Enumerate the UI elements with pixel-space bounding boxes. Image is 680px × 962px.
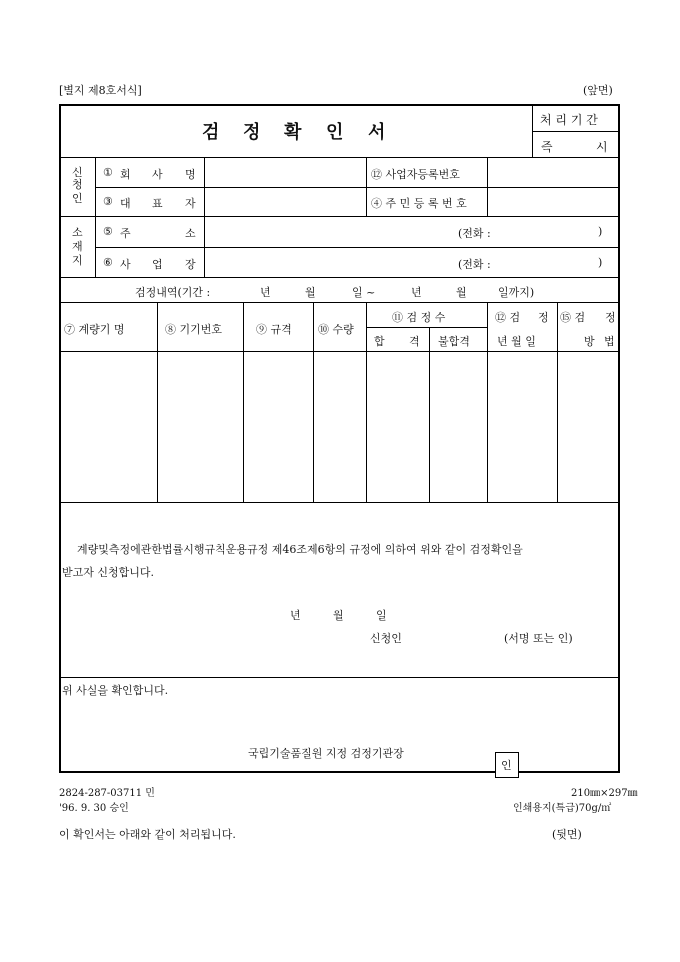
seal-label: 인 [501, 759, 512, 772]
company-label-char: 회 [120, 168, 131, 181]
confirmation-text: 위 사실을 확인합니다. [62, 684, 169, 697]
approval-date: '96. 9. 30 승인 [59, 803, 129, 814]
col-header-device-number: ⑧ 기기번호 [165, 323, 223, 336]
location-group-char: 지 [72, 254, 83, 267]
col-header-date-label: ⑫ 검 [495, 311, 521, 324]
worksite-label-char: ⑥ [103, 256, 113, 269]
statement-line: 계량및측정에관한법률시행규칙운용규정 제46조제6항의 규정에 의하여 위와 같이 검정확인을 [77, 543, 523, 556]
rep-label-char: 표 [152, 197, 163, 210]
row-line [95, 247, 619, 248]
period-year2: 년 [411, 286, 422, 299]
authority-label: 국립기술품질원 지정 검정기관장 [248, 747, 404, 760]
resident-reg-label: ④ 주 민 등 록 번 호 [371, 197, 467, 210]
worksite-label-char: 장 [185, 258, 196, 271]
applicant-sign-label: 신청인 [370, 632, 402, 645]
col-line [487, 302, 488, 502]
rep-label-char: ③ [103, 195, 113, 208]
col-line [366, 157, 367, 216]
address-phone-close: ) [598, 225, 603, 238]
row-line [59, 157, 619, 158]
col-line [95, 157, 96, 277]
row-line [59, 677, 619, 678]
col-line [313, 302, 314, 502]
statement-line: 받고자 신청합니다. [62, 566, 155, 579]
title-char: 서 [368, 122, 388, 143]
statement-date-day: 일 [376, 609, 387, 622]
applicant-group-char: 청 [72, 178, 83, 191]
col-line [204, 157, 205, 277]
form-label: [별지 제8호서식] [59, 84, 142, 97]
address-label-char: ⑤ [103, 225, 113, 238]
row-line [95, 187, 619, 188]
frame-left [59, 104, 61, 773]
row-line [59, 502, 619, 503]
processing-note: 이 확인서는 아래와 같이 처리됩니다. [59, 828, 236, 841]
seal-box [495, 752, 519, 778]
row-line [59, 277, 619, 278]
statement-date-year: 년 [290, 609, 301, 622]
col-header-method-label: ⑮ 검 [560, 311, 586, 324]
address-label-char: 주 [120, 227, 131, 240]
back-side-label: (뒷면) [552, 828, 582, 841]
frame-right [618, 104, 620, 773]
rep-label-char: 자 [185, 197, 196, 210]
col-line [366, 302, 367, 502]
rep-label-char: 대 [120, 197, 131, 210]
period-year: 년 [260, 286, 271, 299]
paper-size: 210㎜×297㎜ [571, 788, 638, 799]
col-line [557, 302, 558, 502]
period-month2: 월 [456, 286, 467, 299]
address-label-char: 소 [185, 227, 196, 240]
col-header-pass-char: 격 [409, 335, 420, 348]
col-header-spec: ⑨ 규격 [256, 323, 292, 336]
col-header-quantity: ⑩ 수량 [318, 323, 354, 336]
period-month: 월 [305, 286, 316, 299]
col-header-fail: 불합격 [438, 335, 470, 348]
frame-bottom [59, 771, 620, 773]
form-code: 2824-287-03711 민 [59, 788, 155, 799]
address-phone-label: (전화 : [458, 227, 491, 240]
col-header-pass-char: 합 [374, 335, 385, 348]
statement-date-month: 월 [333, 609, 344, 622]
col-header-date-label: 정 [538, 311, 549, 324]
col-header-method-sub: 법 [604, 335, 615, 348]
location-group-char: 재 [72, 240, 83, 253]
applicant-group-char: 신 [72, 166, 83, 179]
row-line [366, 327, 487, 328]
title-char: 확 [284, 122, 304, 143]
title-char: 정 [243, 122, 263, 143]
col-line [157, 302, 158, 502]
title-char: 인 [326, 122, 346, 143]
company-label-char: 명 [185, 168, 196, 181]
period-day: 일 ~ [352, 286, 376, 299]
worksite-phone-close: ) [598, 256, 603, 269]
period-until: 일까지) [498, 286, 535, 299]
col-header-method-label: 정 [605, 311, 616, 324]
row-line [59, 216, 619, 217]
company-label-char: ① [103, 166, 113, 179]
biz-reg-label: ⑫ 사업자등록번호 [371, 168, 460, 181]
col-header-date-sub: 년 월 일 [497, 335, 536, 348]
row-line [59, 302, 619, 303]
col-line [429, 327, 430, 502]
title-char: 검 [202, 122, 222, 143]
col-header-inspection-count: ⑪ 검 정 수 [392, 311, 446, 324]
processing-value: 즉 [541, 140, 553, 154]
paper-type: 인쇄용지(특급)70g/㎡ [513, 803, 612, 814]
page-side-label: (앞면) [583, 84, 613, 97]
sign-or-seal-label: (서명 또는 인) [504, 632, 573, 645]
processing-mid [532, 131, 619, 132]
frame-top [59, 104, 620, 106]
col-header-instrument-name: ⑦ 계량기 명 [64, 323, 125, 336]
col-line [243, 302, 244, 502]
applicant-group-char: 인 [72, 192, 83, 205]
company-label-char: 사 [152, 168, 163, 181]
processing-value: 시 [596, 140, 608, 154]
worksite-label-char: 사 [120, 258, 131, 271]
row-line [59, 351, 619, 352]
processing-period-label: 처 리 기 간 [540, 113, 598, 127]
worksite-phone-label: (전화 : [458, 258, 491, 271]
col-line [487, 157, 488, 216]
col-header-method-sub: 방 [584, 335, 595, 348]
location-group-char: 소 [72, 226, 83, 239]
period-prefix: 검정내역(기간 : [135, 286, 211, 299]
worksite-label-char: 업 [152, 258, 163, 271]
